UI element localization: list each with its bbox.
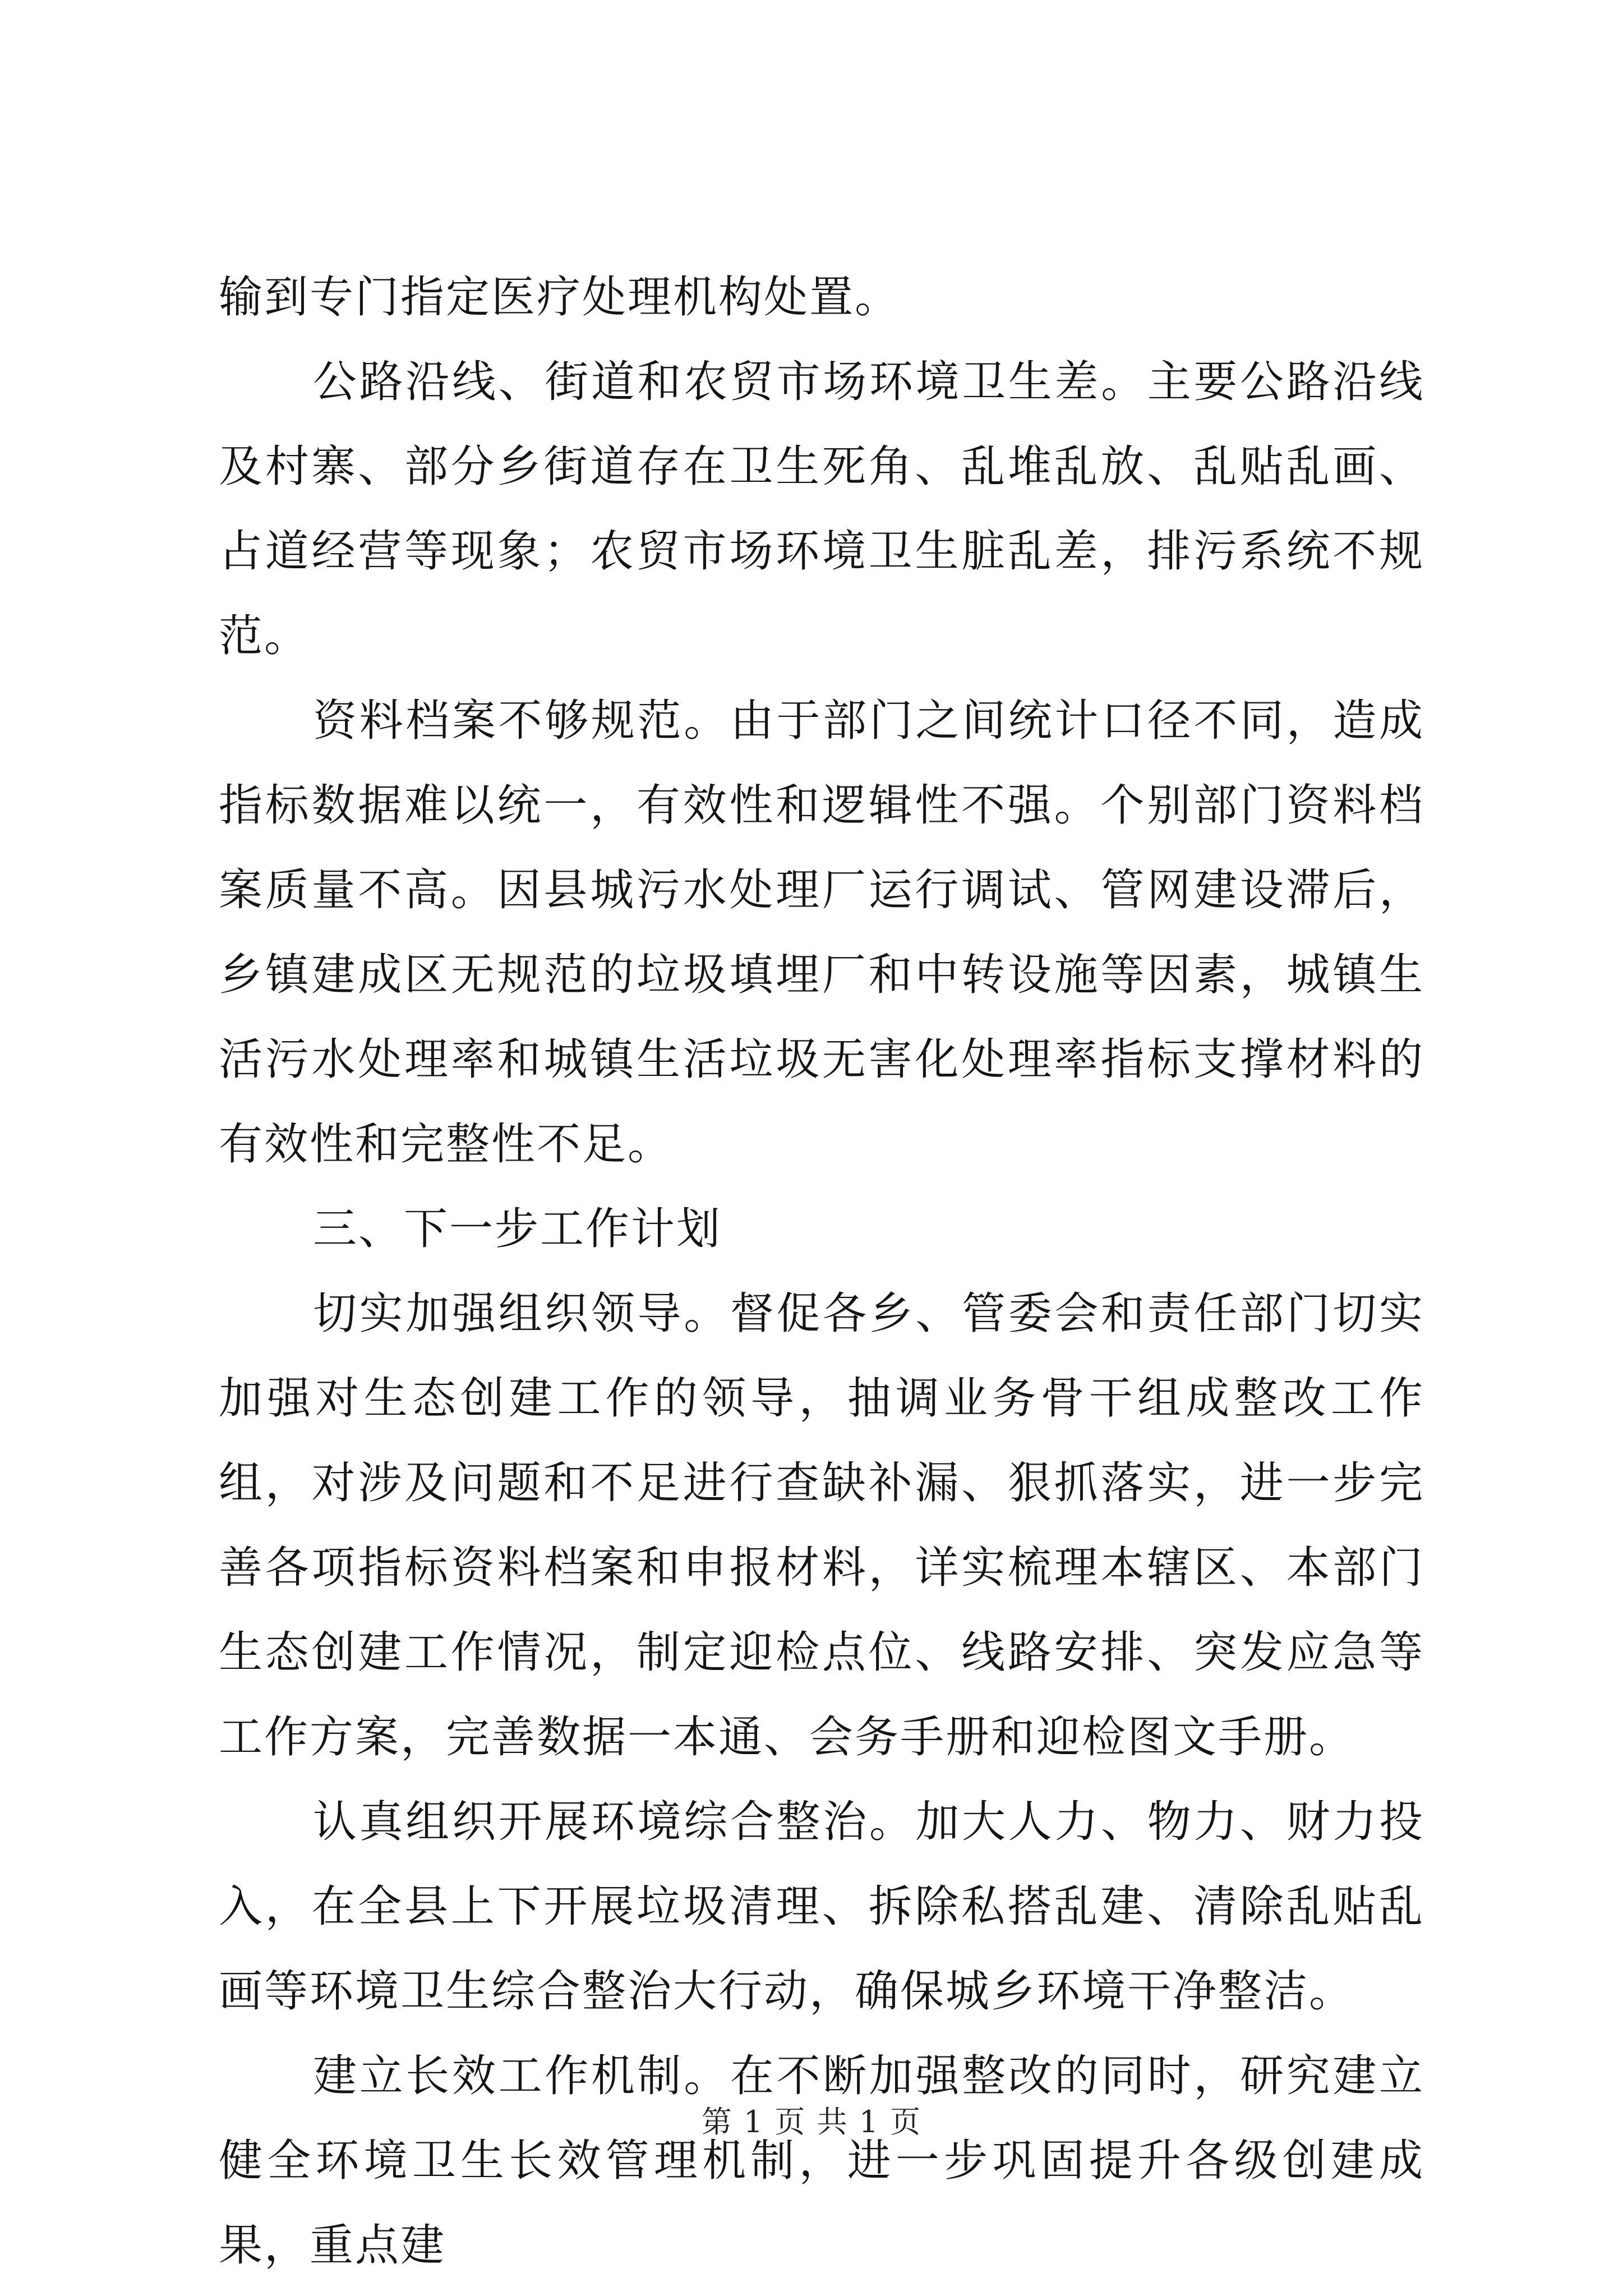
paragraph-6: 认真组织开展环境综合整治。加大人力、物力、财力投入，在全县上下开展垃圾清理、拆除私搭乱建、清除乱贴乱画等环境卫生综合整治大行动，确保城乡环境干净整洁。 [219, 1797, 1424, 2017]
paragraph-2: 公路沿线、街道和农贸市场环境卫生差。主要公路沿线及村寨、部分乡街道存在卫生死角、乱堆乱放、乱贴乱画、占道经营等现象；农贸市场环境卫生脏乱差，排污系统不规范。 [219, 357, 1424, 661]
paragraph-5: 切实加强组织领导。督促各乡、管委会和责任部门切实加强对生态创建工作的领导，抽调业务骨干组成整改工作组，对涉及问题和不足进行查缺补漏、狠抓落实，进一步完善各项指标资料档案和申报材料，详实梳理本辖区、本部门生态创建工作情况，制定迎检点位、线路安排、突发应急等工作方案，完善数据一本通、会务手册和迎检图文手册。 [219, 1289, 1424, 1763]
body-text [219, 255, 1424, 2288]
paragraph-3: 资料档案不够规范。由于部门之间统计口径不同，造成指标数据难以统一，有效性和逻辑性不强。个别部门资料档案质量不高。因县城污水处理厂运行调试、管网建设滞后，乡镇建成区无规范的垃圾填埋厂和中转设施等因素，城镇生活污水处理率和城镇生活垃圾无害化处理率指标支撑材料的有效性和完整性不足。 [219, 696, 1424, 1170]
page-footer: 第 1 页 共 1 页 [701, 2104, 922, 2139]
paragraph-7: 建立长效工作机制。在不断加强整改的同时，研究建立健全环境卫生长效管理机制，进一步巩固提升各级创建成果，重点建 [219, 2051, 1424, 2271]
paragraph-1: 输到专门指定医疗处理机构处置。 [219, 272, 901, 323]
section-heading: 三、下一步工作计划 [313, 1204, 722, 1254]
